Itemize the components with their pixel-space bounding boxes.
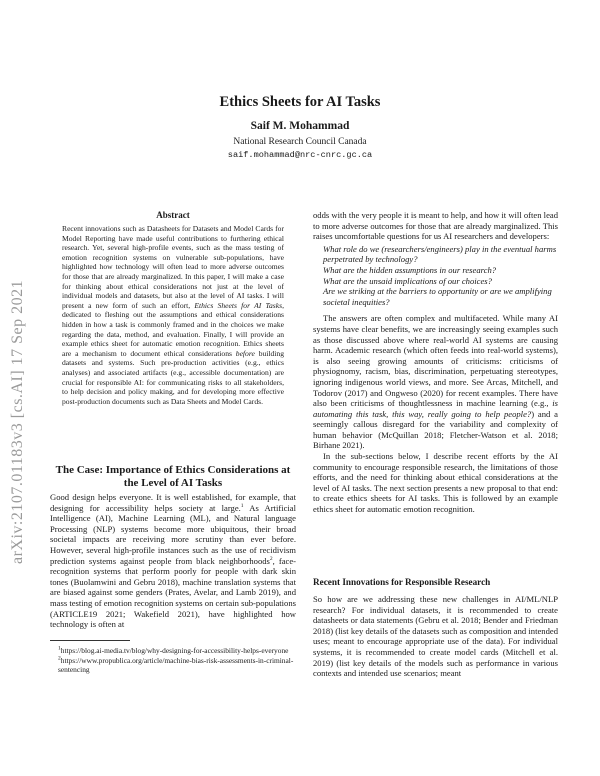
author-affiliation: National Research Council Canada [233, 137, 367, 147]
intro-paragraph: Good design helps everyone. It is well established, for example, that designing for accessibility helps society at large.$^1$ As Artificial Intelligence (AI), Machine Learning (ML), and Natural language Processing (NLP) systems become more ubiquitous, their broad societal impacts are receiving more scrutiny than ever before. However, several high-profile instances such as the use of recidivism prediction systems against people from black neighborhoods$^2$, face-recognition systems that perform poorly for people with dark skin tones (Buolamwini and Gebru 2018), machine translation systems that are biased against some genders (Prates, Avelar, and Lamb 2019), and mass testing of emotion recognition systems on certain sub-populations (ARTICLE19 2021; Wakefield 2021), have highlighted how technology is often at [50, 492, 297, 630]
intro-body [50, 492, 296, 630]
right-paragraph-3: In the sub-sections below, I describe recent efforts by the AI community to encourage responsible research, the limitations of those efforts, and the need for thinking about ethical considerations at the level of AI tasks. The next section presents a new proposal to that end: to create ethics sheets for AI tasks. This is followed by an example ethics sheet for automatic emotion recognition. [313, 451, 558, 515]
footnote-divider [50, 640, 130, 641]
author-email[interactable]: saif.mohammad@nrc-cnrc.gc.ca [227, 150, 373, 160]
abstract-paragraph: Recent innovations such as Datasheets for Datasets and Model Cards for Model Reporting have made useful contributions to furthering ethical research. Yet, several high-profile events, such as the mass testing of emotion recognition systems on vulnerable sub-populations, have highlighted how technology will often lead to more adverse outcomes for those that are already marginalized. In this paper, I will make a case for thinking about ethical considerations not just at the level of individual models and datasets, but also at the level of AI tasks. I will present a new form of such an effort, Ethics Sheets for AI Tasks, dedicated to fleshing out the assumptions and ethical considerations hidden in how a task is commonly framed and in the choices we make regarding the data, method, and evaluation. Finally, I will provide an example ethics sheet for automatic emotion recognition. Ethics sheets are a mechanism to document ethical considerations before building datasets and systems. Such pre-production activities (e.g., ethics analyses) and associated artifacts (e.g., accessible documentation) are crucial for responsible AI: for communicating risks to all stakeholders, to help decision and policy making, and for developing more effective post-production documents such as Data Sheets and Model Cards. [62, 224, 285, 406]
question-2: What are the hidden assumptions in our research? [323, 264, 497, 275]
abstract-heading: Abstract [156, 210, 190, 220]
footnotes [50, 646, 296, 676]
footnote-marker-2[interactable]: 2 [269, 555, 273, 562]
subsection-heading-innovations: Recent Innovations for Responsible Research [313, 577, 491, 587]
arxiv-stamp: arXiv:2107.01183v3 [cs.AI] 17 Sep 2021 [9, 279, 26, 564]
right-paragraph-4: So how are we addressing these new challenges in AI/ML/NLP research? For individual datasets, it is recommended to create datasheets or data statements (Gebru et al. 2018; Bender and Friedman 2018) (list key details of the datasets such as composition and intended uses; meant to encourage appropriate use of the data). For individual systems, it is recommended to create model cards (Mitchell et al. 2019) (list key details of the models such as performance in various contexts and intended use scenarios; meant [313, 594, 558, 679]
right-paragraph-1: odds with the very people it is meant to help, and how it will often lead to more adverse outcomes for those that are already marginalized. This raises uncomfortable questions for us AI researchers and developers: [313, 210, 558, 242]
right-column-top [313, 210, 558, 515]
question-3: What are the unsaid implications of our choices? [323, 275, 492, 286]
footnote-marker-1[interactable]: 1 [240, 502, 244, 509]
author-name: Saif M. Mohammad [250, 120, 350, 132]
footnote-2[interactable]: $^2$https://www.propublica.org/article/machine-bias-risk-assessments-in-criminal-sentencing [58, 655, 294, 675]
question-4: Are we striking at the barriers to opportunity or are we amplifying societal inequities? [323, 286, 552, 307]
right-column-bottom [313, 594, 558, 679]
question-1: What role do we (researchers/engineers) play in the eventual harms perpetrated by technology? [323, 243, 557, 265]
section-heading-case: The Case: Importance of Ethics Considerations at the Level of AI Tasks [55, 464, 291, 489]
paper-title: Ethics Sheets for AI Tasks [219, 94, 381, 110]
right-paragraph-2: The answers are often complex and multifaceted. While many AI systems have clear benefits, we are increasingly seeing examples such as those discussed above where real-world AI systems are causing harm. Academic research (which often feeds into real-world systems), is also seeing growing amounts of criticisms: criticisms of physiognomy, racism, bias, discrimination, perpetuating stereotypes, ignoring indigenous world views, and more. See Arcas, Mitchell, and Todorov (2017) and Ongweso (2020) for recent examples. There have also been criticisms of thoughtlessness in machine learning (e.g., is automating this task, this way, really going to help people?) and a seemingly callous disregard for the variability and complexity of human behavior (McQuillan 2018; Fletcher-Watson et al. 2018; Birhane 2021). [313, 313, 558, 451]
footnote-1[interactable]: $^1$https://blog.ai-media.tv/blog/why-designing-for-accessibility-helps-everyone [58, 645, 289, 655]
research-questions [323, 244, 558, 308]
abstract-body [62, 224, 284, 406]
